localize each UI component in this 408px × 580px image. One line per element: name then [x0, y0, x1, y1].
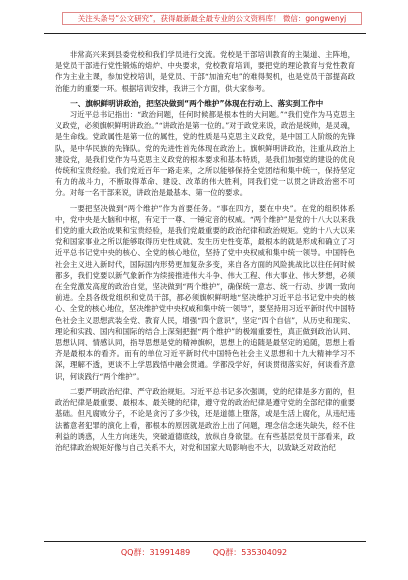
paragraph: 一要把坚决做到“两个维护”作为首要任务。“事在四方，要在中央”。在党的组织体系中，党中央是大脑和中枢，有定于一尊、一锤定音的权威。“两个维护”是党的十八大以来我们党的重大政治成果和宝贵经验，是我们党最重要的政治纪律和政治规矩。党的十八大以来党和国家事业之所以能够取得历史性成就、发生历史性变革，最根本的就是形成和确立了习近平总书记党中央的核心、全党的核心地位，坚持了党中央权威和集中统一领导。中国特色社会主义进入新时代，国际国内形势更加复杂多变，来自各方面的风险挑战比以往任何时候都多，我们党要以新气象新作为续接推进伟大斗争、伟大工程、伟大事业、伟大梦想，必须在全党激发高度的政治自觉，坚决做到“两个维护”，确保统一意志、统一行动、步调一致向前进。全县各级党组织和党员干部，都必须旗帜鲜明地“坚决维护习近平总书记党中央的核心、全党的核心地位，坚决维护党中央权威和集中统一领导”，要坚持用习近平新时代中国特色社会主义思想武装全党、教育人民，增强“四个意识”，坚定“四个自信”，从历史和现实、理论和实践、国内和国际的结合上深刻把握“两个维护”的极端重要性，真正做到政治认同、思想认同、情感认同，指导思想是党的精神旗帜，思想上的追随是最坚定的追随，思想上看齐是最根本的看齐。而有的单位习近平新时代中国特色社会主义思想和十九大精神学习不深，理解不透，更谈不上学思践悟中融会贯通。学都没学好，何谈贯彻落实好，何谈看齐意识，何谈践行“两个维护”。	[55, 203, 355, 381]
document-body	[55, 49, 355, 527]
footer-divider	[44, 541, 366, 542]
header-banner: 关注头条号“公文研究”，获得最新最全最专业的公文资料库！ 微信：gongwenyj	[62, 12, 362, 25]
header-divider	[44, 33, 366, 34]
paragraph: 习近平总书记指出：“政治问题，任何时候都是根本性的大问题。”“我们党作为马克思主义政党，必须旗帜鲜明讲政治。”“讲政治是第一位的。”对于政党来说，政治是统帅，是灵魂，是生命线。党政属性是第一位的属性，党的性质是马克思主义政党，是中国工人阶级的先锋队，是中华民族的先锋队。党的先进性首先体现在政治上。旗帜鲜明讲政治，注重从政治上建设党，是我们党作为马克思主义政党的根本要求和基本特质，是我们加强党的建设的优良传统和宝贵经验。我们党近百年一路走来，之所以能够保持全党团结和集中统一，保持坚定有力的战斗力，不断取得革命、建设、改革的伟大胜利，同我们党一以贯之讲政治密不可分。对每一名干部来说，讲政治是最基本、第一位的要求。	[55, 110, 355, 198]
paragraph: 非常高兴来到县委党校和我们学员进行交流。党校是干部培训教育的主渠道、主阵地，是党员干部进行党性锻炼的熔炉、中央要求，党校教育培训，要把党的理论教育与党性教育作为主业主课，参加党校培训，是党员、干部“加油充电”的难得契机，也是党员干部提高政治能力的重要一环。根据培训安排，我讲三个方面，供大家参考。	[55, 50, 355, 93]
footer-qq-group-1: QQ群：31991489	[120, 548, 191, 557]
section-heading: 一、旗帜鲜明讲政治，把坚决做到“两个维护”体现在行动上、落实到工作中	[70, 98, 324, 108]
footer	[0, 547, 408, 558]
paragraph: 二要严明政治纪律、严守政治规矩。习近平总书记多次强调，党的纪律是多方面的，但政治纪律是最重要、最根本、最关键的纪律，遵守党的政治纪律是遵守党的全部纪律的重要基础。但凡腐败分子，不论是贪污了多少钱，还是道德上堕落，或是生活上腐化，从违纪违法蓄意者犯罪的演化上看，都根本的原因就是政治上出了问题，理念信念迷失缺失，经不住利益的诱惑，人生方向迷失，突破道德底线，放纵自身欲望。在有些基层党员干部看来，政治纪律政治规矩好像与自己关系不大，对党和国家大局影响也不大，以致缺乏对政治纪	[55, 386, 355, 452]
footer-qq-group-2: QQ群：535304092	[212, 548, 288, 557]
